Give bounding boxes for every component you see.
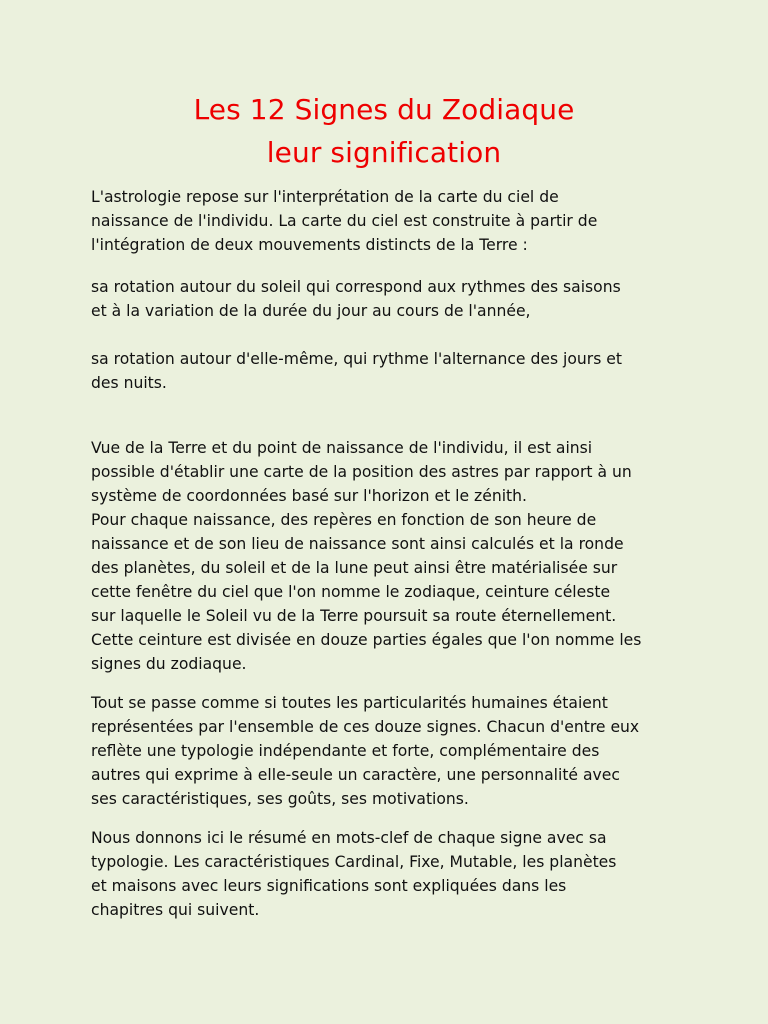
text-line: Tout se passe comme si toutes les particularités humaines étaient xyxy=(91,694,608,712)
text-line: naissance et de son lieu de naissance sont ainsi calculés et la ronde xyxy=(91,535,624,553)
text-line: signes du zodiaque. xyxy=(91,655,247,673)
text-line: sur laquelle le Soleil vu de la Terre poursuit sa route éternellement. xyxy=(91,607,617,625)
text-line: et à la variation de la durée du jour au cours de l'année, xyxy=(91,302,531,320)
text-line: typologie. Les caractéristiques Cardinal, Fixe, Mutable, les planètes xyxy=(91,853,617,871)
paragraph-rotation-self xyxy=(91,347,691,395)
document-body xyxy=(91,185,691,922)
text-line: des planètes, du soleil et de la lune peut ainsi être matérialisée sur xyxy=(91,559,618,577)
text-line: possible d'établir une carte de la position des astres par rapport à un xyxy=(91,463,632,481)
text-line: sa rotation autour du soleil qui correspond aux rythmes des saisons xyxy=(91,278,621,296)
text-line: des nuits. xyxy=(91,374,167,392)
paragraph-particularities xyxy=(91,691,691,811)
text-line: cette fenêtre du ciel que l'on nomme le zodiaque, ceinture céleste xyxy=(91,583,611,601)
paragraph-intro xyxy=(91,185,691,257)
text-line: sa rotation autour d'elle-même, qui rythme l'alternance des jours et xyxy=(91,350,623,368)
document-title xyxy=(0,88,768,174)
text-line: autres qui exprime à elle-seule un caractère, une personnalité avec xyxy=(91,766,620,784)
text-line: Cette ceinture est divisée en douze parties égales que l'on nomme les xyxy=(91,631,642,649)
paragraph-summary xyxy=(91,826,691,922)
text-line: reflète une typologie indépendante et forte, complémentaire des xyxy=(91,742,600,760)
title-line-1: Les 12 Signes du Zodiaque xyxy=(193,93,575,126)
text-line: chapitres qui suivent. xyxy=(91,901,260,919)
paragraph-rotation-sun xyxy=(91,275,691,323)
text-line: ses caractéristiques, ses goûts, ses motivations. xyxy=(91,790,469,808)
text-line: L'astrologie repose sur l'interprétation de la carte du ciel de xyxy=(91,188,559,206)
text-line: l'intégration de deux mouvements distincts de la Terre : xyxy=(91,236,528,254)
text-line: représentées par l'ensemble de ces douze signes. Chacun d'entre eux xyxy=(91,718,640,736)
text-line: Nous donnons ici le résumé en mots-clef de chaque signe avec sa xyxy=(91,829,607,847)
text-line: naissance de l'individu. La carte du ciel est construite à partir de xyxy=(91,212,598,230)
text-line: Pour chaque naissance, des repères en fonction de son heure de xyxy=(91,511,597,529)
text-line: Vue de la Terre et du point de naissance de l'individu, il est ainsi xyxy=(91,439,593,457)
text-line: système de coordonnées basé sur l'horizon et le zénith. xyxy=(91,487,527,505)
paragraph-zodiac-map xyxy=(91,436,691,676)
text-line: et maisons avec leurs significations sont expliquées dans les xyxy=(91,877,567,895)
title-line-2: leur signification xyxy=(266,136,502,169)
